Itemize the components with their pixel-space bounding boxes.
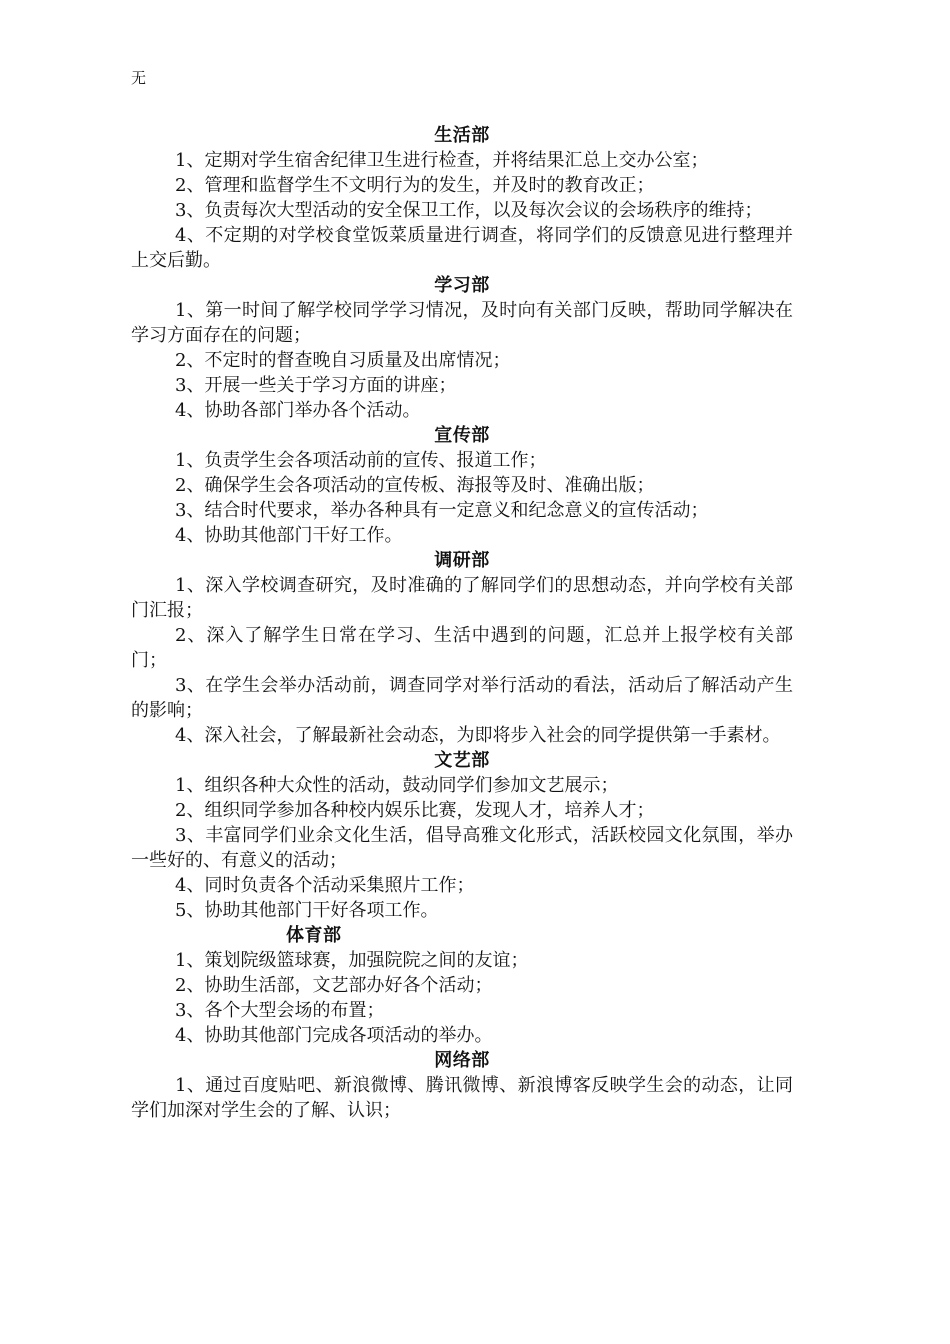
section-network xyxy=(131,1048,793,1123)
list-item: 1、定期对学生宿舍纪律卫生进行检查，并将结果汇总上交办公室； xyxy=(175,150,709,171)
list-item: 1、组织各种大众性的活动，鼓动同学们参加文艺展示； xyxy=(175,775,619,796)
list-item: 2、确保学生会各项活动的宣传板、海报等及时、准确出版； xyxy=(175,475,655,496)
list-item: 3、在学生会举办活动前，调查同学对举行活动的看法，活动后了解活动产生的影响； xyxy=(131,675,793,721)
list-item: 1、通过百度贴吧、新浪微博、腾讯微博、新浪博客反映学生会的动态，让同学们加深对学生会的了解、认识； xyxy=(131,1075,793,1121)
list-item: 3、开展一些关于学习方面的讲座； xyxy=(175,375,457,396)
section-sports xyxy=(131,923,793,1048)
list-item: 4、同时负责各个活动采集照片工作； xyxy=(175,875,475,896)
section-life xyxy=(131,123,793,273)
section-publicity xyxy=(131,423,793,548)
list-item: 4、协助其他部门干好工作。 xyxy=(175,525,403,546)
list-item: 1、负责学生会各项活动前的宣传、报道工作； xyxy=(175,450,547,471)
list-item: 4、协助各部门举办各个活动。 xyxy=(175,400,421,421)
section-title: 学习部 xyxy=(434,275,490,296)
list-item: 3、负责每次大型活动的安全保卫工作，以及每次会议的会场秩序的维持； xyxy=(175,200,763,221)
section-title: 文艺部 xyxy=(434,750,490,771)
list-item: 1、策划院级篮球赛，加强院院之间的友谊； xyxy=(175,950,529,971)
list-item: 3、结合时代要求，举办各种具有一定意义和纪念意义的宣传活动； xyxy=(175,500,709,521)
list-item: 1、深入学校调查研究，及时准确的了解同学们的思想动态，并向学校有关部门汇报； xyxy=(131,575,793,621)
section-study xyxy=(131,273,793,423)
list-item: 2、管理和监督学生不文明行为的发生，并及时的教育改正； xyxy=(175,175,655,196)
section-research xyxy=(131,548,793,748)
list-item: 3、丰富同学们业余文化生活，倡导高雅文化形式，活跃校园文化氛围，举办一些好的、有意义的活动； xyxy=(131,825,793,871)
list-item: 4、协助其他部门完成各项活动的举办。 xyxy=(175,1025,493,1046)
list-item: 2、协助生活部，文艺部办好各个活动； xyxy=(175,975,493,996)
section-title: 宣传部 xyxy=(434,425,490,446)
section-arts xyxy=(131,748,793,923)
list-item: 4、不定期的对学校食堂饭菜质量进行调查，将同学们的反馈意见进行整理并上交后勤。 xyxy=(131,225,793,271)
document-body xyxy=(131,123,793,1123)
list-item: 3、各个大型会场的布置； xyxy=(175,1000,385,1021)
header-mark: 无 xyxy=(131,69,147,87)
list-item: 2、不定时的督查晚自习质量及出席情况； xyxy=(175,350,511,371)
section-title: 生活部 xyxy=(434,125,490,146)
section-title: 体育部 xyxy=(286,925,342,946)
list-item: 5、协助其他部门干好各项工作。 xyxy=(175,900,439,921)
list-item: 1、第一时间了解学校同学学习情况，及时向有关部门反映，帮助同学解决在学习方面存在的问题； xyxy=(131,300,793,346)
section-title: 调研部 xyxy=(434,550,490,571)
list-item: 2、组织同学参加各种校内娱乐比赛，发现人才，培养人才； xyxy=(175,800,655,821)
list-item: 4、深入社会，了解最新社会动态，为即将步入社会的同学提供第一手素材。 xyxy=(175,725,781,746)
section-title: 网络部 xyxy=(434,1050,490,1071)
list-item: 2、深入了解学生日常在学习、生活中遇到的问题，汇总并上报学校有关部门； xyxy=(131,625,793,671)
